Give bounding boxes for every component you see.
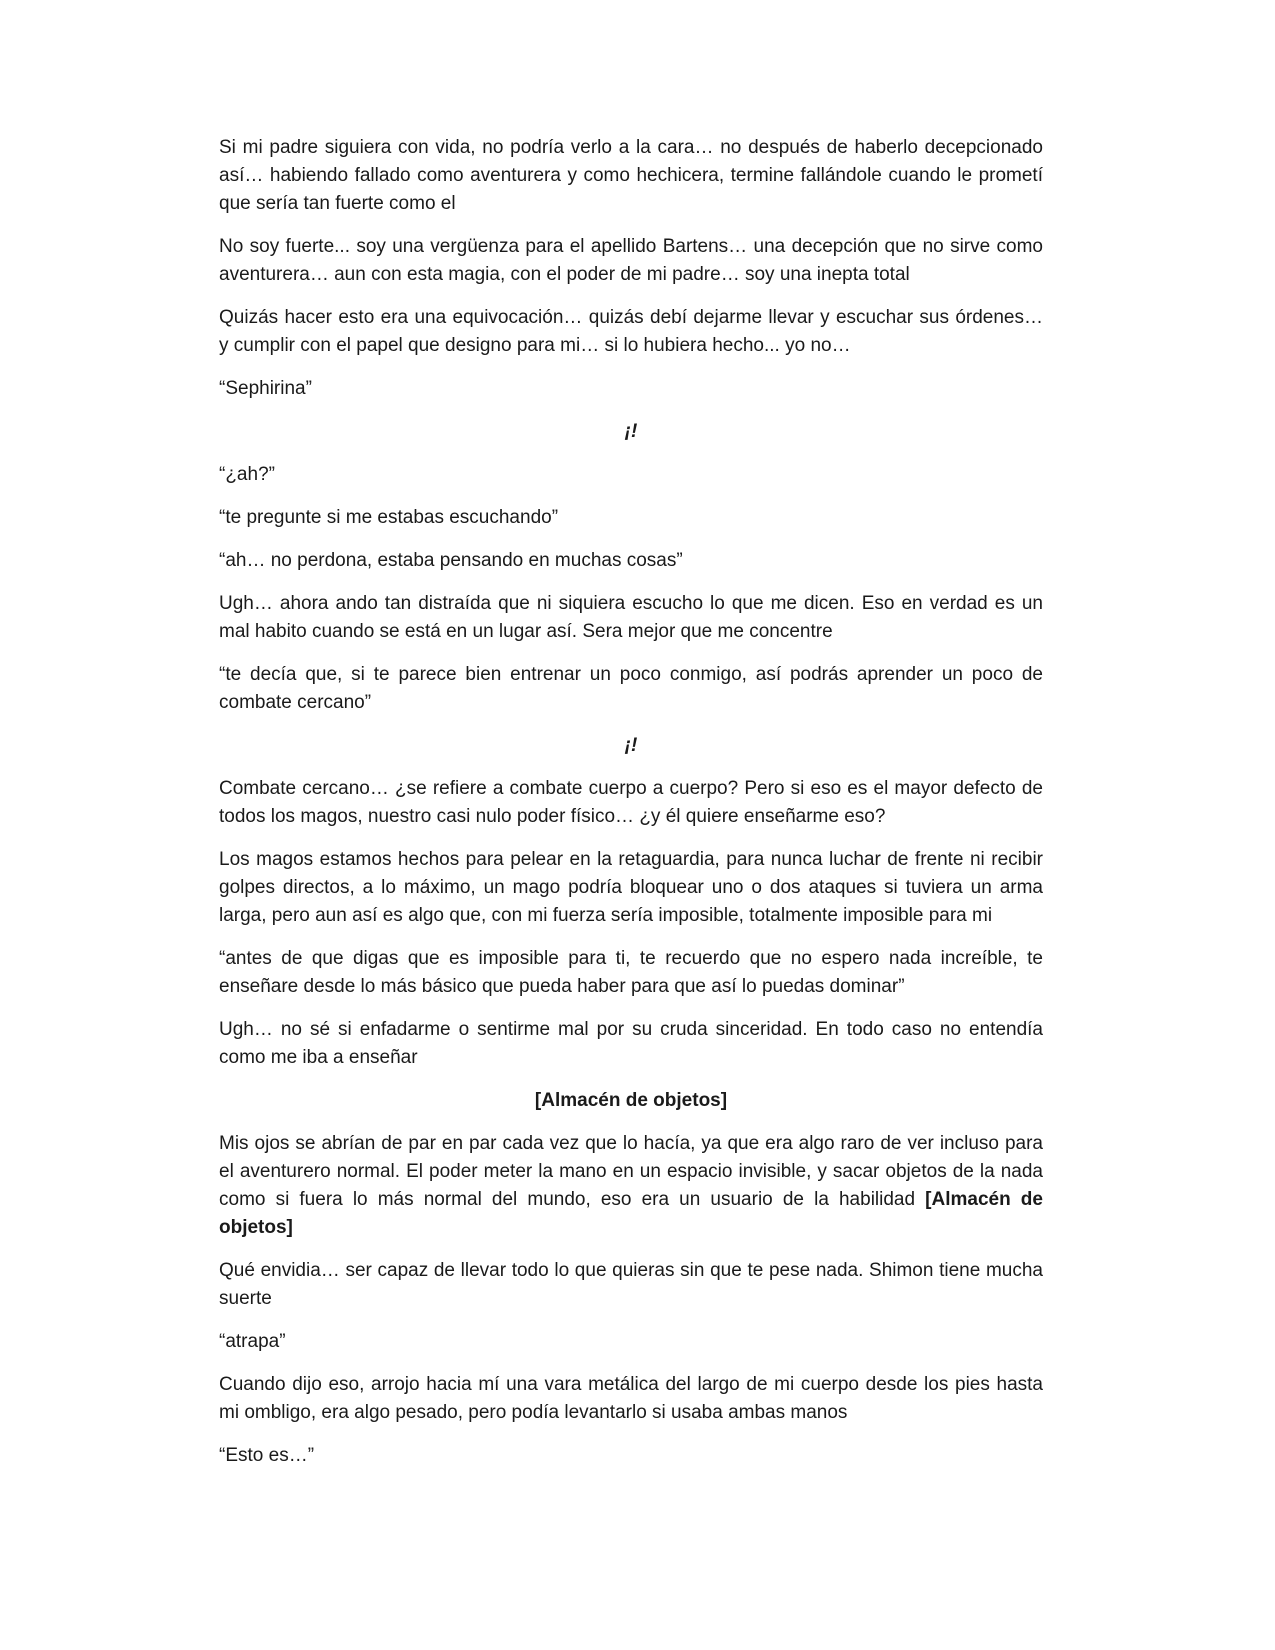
paragraph-ugh-distraida: Ugh… ahora ando tan distraída que ni siquiera escucho lo que me dicen. Eso en verdad es un mal habito cuando se está en un lugar así. Sera mejor que me concentre [219,593,1043,642]
paragraph-combate-cercano: Combate cercano… ¿se refiere a combate cuerpo a cuerpo? Pero si eso es el mayor defecto de todos los magos, nuestro casi nulo poder físico… ¿y él quiere enseñarme eso? [219,778,1043,827]
dialogue-entrenar: “te decía que, si te parece bien entrenar un poco conmigo, así podrás aprender un poco de combate cercano” [219,664,1043,713]
paragraph-vara: Cuando dijo eso, arrojo hacia mí una vara metálica del largo de mi cuerpo desde los pies hasta mi ombligo, era algo pesado, pero podía levantarlo si usaba ambas manos [219,1374,1043,1423]
paragraph-1: Si mi padre siguiera con vida, no podría verlo a la cara… no después de haberlo decepcionado así… habiendo fallado como aventurera y como hechicera, termine fallándole cuando le prometí que sería tan fuerte como el [219,137,1043,214]
skill-name-inline: [Almacén de objetos] [219,1189,1043,1238]
paragraph-sinceridad: Ugh… no sé si enfadarme o sentirme mal por su cruda sinceridad. En todo caso no entendía como me iba a enseñar [219,1019,1043,1068]
paragraph-magos: Los magos estamos hechos para pelear en la retaguardia, para nunca luchar de frente ni recibir golpes directos, a lo máximo, un mago podría bloquear uno o dos ataques si tuviera un arma larga, pero aun así es algo que, con mi fuerza sería imposible, totalmente imposible para mi [219,849,1043,926]
exclamation-1: ¡! [624,421,638,442]
paragraph-envidia: Qué envidia… ser capaz de llevar todo lo que quieras sin que te pese nada. Shimon tiene mucha suerte [219,1260,1043,1309]
dialogue-ah: “¿ah?” [219,464,275,485]
paragraph-almacen-text: Mis ojos se abrían de par en par cada vez que lo hacía, ya que era algo raro de ver incluso para el aventurero normal. El poder meter la mano en un espacio invisible, y sacar objetos de la nada como si fuera lo más normal del mundo, eso era un usuario de la habilidad [219,1133,1043,1210]
paragraph-2: No soy fuerte... soy una vergüenza para el apellido Bartens… una decepción que no sirve como aventurera… aun con esta magia, con el poder de mi padre… soy una inepta total [219,236,1043,285]
dialogue-sephirina: “Sephirina” [219,378,312,399]
dialogue-esto-es: “Esto es…” [219,1445,315,1466]
skill-heading: [Almacén de objetos] [534,1090,728,1111]
paragraph-3: Quizás hacer esto era una equivocación… quizás debí dejarme llevar y escuchar sus órdenes… y cumplir con el papel que designo para mi… si lo hubiera hecho... yo no… [219,307,1043,356]
dialogue-atrapa: “atrapa” [219,1331,286,1352]
paragraph-almacen [219,1130,1043,1242]
dialogue-imposible: “antes de que digas que es imposible para ti, te recuerdo que no espero nada increíble, te enseñare desde lo más básico que pueda haber para que así lo puedas dominar” [219,948,1043,997]
dialogue-perdona: “ah… no perdona, estaba pensando en muchas cosas” [219,550,683,571]
exclamation-2: ¡! [624,735,638,756]
dialogue-pregunte: “te pregunte si me estabas escuchando” [219,507,559,528]
document-page [219,134,1043,1485]
